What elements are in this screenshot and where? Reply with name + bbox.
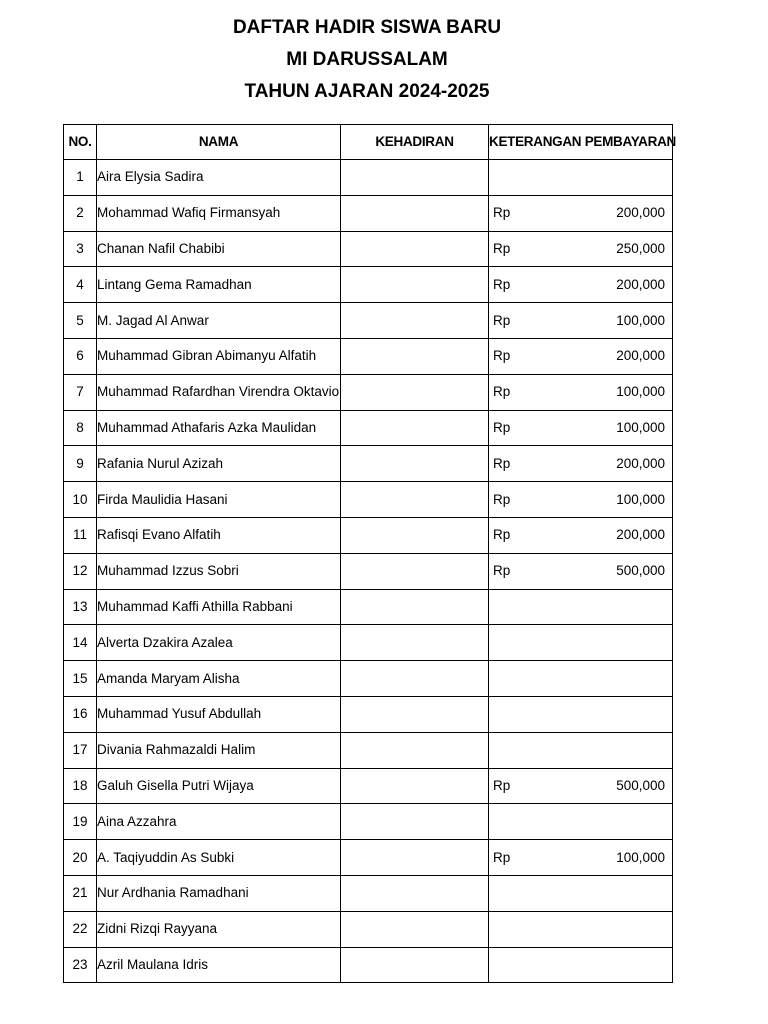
- student-name-cell: [97, 911, 341, 947]
- row-number: 21: [64, 875, 97, 911]
- row-number: 3: [64, 231, 97, 267]
- table-row: [64, 195, 673, 231]
- student-name-cell: [97, 661, 341, 697]
- attendance-cell: [341, 446, 489, 482]
- student-name-cell: [97, 517, 341, 553]
- student-name-cell: [97, 589, 341, 625]
- row-number: 7: [64, 374, 97, 410]
- payment-cell: [489, 625, 673, 661]
- student-name-cell: [97, 875, 341, 911]
- payment-cell: [489, 875, 673, 911]
- payment-currency: Rp: [493, 527, 511, 543]
- row-number: 23: [64, 947, 97, 983]
- table-row: [64, 947, 673, 983]
- attendance-cell: [341, 947, 489, 983]
- row-number: 17: [64, 732, 97, 768]
- student-name-cell: [97, 840, 341, 876]
- payment-currency: Rp: [493, 312, 511, 328]
- payment-cell: [489, 338, 673, 374]
- student-name-cell: [97, 338, 341, 374]
- payment-cell: [489, 267, 673, 303]
- table-row: [64, 446, 673, 482]
- payment-cell: [489, 446, 673, 482]
- attendance-cell: [341, 195, 489, 231]
- student-name-cell: [97, 160, 341, 196]
- student-name: Divania Rahmazaldi Halim: [97, 742, 256, 758]
- payment-currency: Rp: [493, 240, 511, 256]
- payment-cell: [489, 696, 673, 732]
- student-name-cell: [97, 732, 341, 768]
- payment-cell: [489, 231, 673, 267]
- payment-cell: [489, 517, 673, 553]
- attendance-cell: [341, 374, 489, 410]
- payment-currency: Rp: [493, 849, 511, 865]
- payment-cell: [489, 804, 673, 840]
- row-number: 10: [64, 482, 97, 518]
- payment-amount: 200,000: [616, 205, 665, 221]
- header-no: NO.: [64, 125, 97, 160]
- attendance-cell: [341, 517, 489, 553]
- payment-cell: [489, 589, 673, 625]
- row-number: 14: [64, 625, 97, 661]
- document-title: [0, 12, 734, 108]
- payment-currency: Rp: [493, 205, 511, 221]
- row-number: 15: [64, 661, 97, 697]
- table-row: [64, 410, 673, 446]
- payment-amount: 200,000: [616, 455, 665, 471]
- row-number: 19: [64, 804, 97, 840]
- table-row: [64, 303, 673, 339]
- payment-cell: [489, 195, 673, 231]
- row-number: 1: [64, 160, 97, 196]
- payment-cell: [489, 840, 673, 876]
- payment-currency: Rp: [493, 563, 511, 579]
- student-name-cell: [97, 303, 341, 339]
- table-row: [64, 804, 673, 840]
- payment-currency: Rp: [493, 348, 511, 364]
- table-row: [64, 911, 673, 947]
- payment-currency: Rp: [493, 419, 511, 435]
- payment-amount: 100,000: [616, 419, 665, 435]
- table-row: [64, 840, 673, 876]
- student-name: Galuh Gisella Putri Wijaya: [97, 777, 254, 793]
- payment-cell: [489, 768, 673, 804]
- student-name: Rafisqi Evano Alfatih: [97, 527, 221, 543]
- payment-amount: 100,000: [616, 849, 665, 865]
- student-name-cell: [97, 482, 341, 518]
- table-row: [64, 338, 673, 374]
- student-name: Rafania Nurul Azizah: [97, 455, 224, 471]
- student-name-cell: [97, 410, 341, 446]
- row-number: 2: [64, 195, 97, 231]
- student-name-cell: [97, 195, 341, 231]
- table-body: [64, 160, 673, 983]
- student-name: Amanda Maryam Alisha: [97, 670, 240, 686]
- payment-currency: Rp: [493, 491, 511, 507]
- attendance-cell: [341, 267, 489, 303]
- row-number: 12: [64, 553, 97, 589]
- table-row: [64, 231, 673, 267]
- header-kehadiran: KEHADIRAN: [341, 125, 489, 160]
- attendance-cell: [341, 625, 489, 661]
- table-row: [64, 625, 673, 661]
- table-row: [64, 160, 673, 196]
- table-row: [64, 482, 673, 518]
- student-name-cell: [97, 267, 341, 303]
- payment-cell: [489, 911, 673, 947]
- attendance-cell: [341, 840, 489, 876]
- student-name-cell: [97, 696, 341, 732]
- row-number: 13: [64, 589, 97, 625]
- attendance-cell: [341, 410, 489, 446]
- payment-amount: 500,000: [616, 777, 665, 793]
- attendance-cell: [341, 911, 489, 947]
- row-number: 18: [64, 768, 97, 804]
- attendance-cell: [341, 875, 489, 911]
- payment-amount: 250,000: [616, 240, 665, 256]
- payment-cell: [489, 553, 673, 589]
- row-number: 20: [64, 840, 97, 876]
- attendance-cell: [341, 553, 489, 589]
- title-line-1: DAFTAR HADIR SISWA BARU: [232, 17, 502, 38]
- table-row: [64, 768, 673, 804]
- payment-currency: Rp: [493, 455, 511, 471]
- student-name: Muhammad Rafardhan Virendra Oktavio: [97, 384, 340, 400]
- student-name: Azril Maulana Idris: [97, 956, 209, 972]
- attendance-cell: [341, 338, 489, 374]
- student-name-cell: [97, 446, 341, 482]
- table-row: [64, 589, 673, 625]
- student-name: Aira Elysia Sadira: [97, 169, 204, 185]
- table-row: [64, 732, 673, 768]
- title-line-3: TAHUN AJARAN 2024-2025: [244, 81, 490, 102]
- table-row: [64, 696, 673, 732]
- payment-cell: [489, 374, 673, 410]
- payment-amount: 200,000: [616, 276, 665, 292]
- payment-amount: 200,000: [616, 527, 665, 543]
- row-number: 11: [64, 517, 97, 553]
- student-name: M. Jagad Al Anwar: [97, 312, 209, 328]
- student-name: Chanan Nafil Chabibi: [97, 240, 225, 256]
- attendance-cell: [341, 303, 489, 339]
- row-number: 9: [64, 446, 97, 482]
- payment-amount: 100,000: [616, 384, 665, 400]
- attendance-cell: [341, 589, 489, 625]
- student-name: A. Taqiyuddin As Subki: [97, 849, 235, 865]
- payment-amount: 100,000: [616, 312, 665, 328]
- row-number: 6: [64, 338, 97, 374]
- student-name-cell: [97, 768, 341, 804]
- table-row: [64, 374, 673, 410]
- table-row: [64, 875, 673, 911]
- attendance-cell: [341, 482, 489, 518]
- attendance-table: [63, 124, 676, 983]
- table-row: [64, 553, 673, 589]
- student-name-cell: [97, 231, 341, 267]
- payment-cell: [489, 410, 673, 446]
- student-name-cell: [97, 804, 341, 840]
- student-name: Zidni Rizqi Rayyana: [97, 921, 218, 937]
- payment-cell: [489, 947, 673, 983]
- student-name: Lintang Gema Ramadhan: [97, 276, 252, 292]
- payment-amount: 100,000: [616, 491, 665, 507]
- row-number: 4: [64, 267, 97, 303]
- student-name: Muhammad Yusuf Abdullah: [97, 706, 262, 722]
- student-name-cell: [97, 374, 341, 410]
- attendance-cell: [341, 231, 489, 267]
- table-header-row: [64, 125, 673, 160]
- payment-cell: [489, 482, 673, 518]
- student-name: Nur Ardhania Ramadhani: [97, 885, 249, 901]
- student-name: Muhammad Izzus Sobri: [97, 563, 239, 579]
- payment-cell: [489, 661, 673, 697]
- attendance-cell: [341, 160, 489, 196]
- payment-amount: 200,000: [616, 348, 665, 364]
- header-keterangan-pembayaran: KETERANGAN PEMBAYARAN: [489, 125, 673, 160]
- payment-currency: Rp: [493, 276, 511, 292]
- payment-cell: [489, 303, 673, 339]
- row-number: 22: [64, 911, 97, 947]
- attendance-cell: [341, 696, 489, 732]
- payment-cell: [489, 732, 673, 768]
- row-number: 8: [64, 410, 97, 446]
- student-name-cell: [97, 625, 341, 661]
- attendance-cell: [341, 661, 489, 697]
- table-row: [64, 267, 673, 303]
- row-number: 5: [64, 303, 97, 339]
- student-name: Aina Azzahra: [97, 813, 177, 829]
- payment-amount: 500,000: [616, 563, 665, 579]
- student-name-cell: [97, 947, 341, 983]
- payment-currency: Rp: [493, 777, 511, 793]
- title-line-2: MI DARUSSALAM: [286, 49, 448, 70]
- table-row: [64, 517, 673, 553]
- payment-cell: [489, 160, 673, 196]
- payment-currency: Rp: [493, 384, 511, 400]
- student-name: Mohammad Wafiq Firmansyah: [97, 205, 281, 221]
- attendance-cell: [341, 768, 489, 804]
- student-name: Muhammad Gibran Abimanyu Alfatih: [97, 348, 317, 364]
- row-number: 16: [64, 696, 97, 732]
- student-name: Alverta Dzakira Azalea: [97, 634, 233, 650]
- table-row: [64, 661, 673, 697]
- attendance-cell: [341, 804, 489, 840]
- attendance-cell: [341, 732, 489, 768]
- header-nama: NAMA: [97, 125, 341, 160]
- student-name-cell: [97, 553, 341, 589]
- student-name: Firda Maulidia Hasani: [97, 491, 228, 507]
- student-name: Muhammad Athafaris Azka Maulidan: [97, 419, 317, 435]
- student-name: Muhammad Kaffi Athilla Rabbani: [97, 598, 293, 614]
